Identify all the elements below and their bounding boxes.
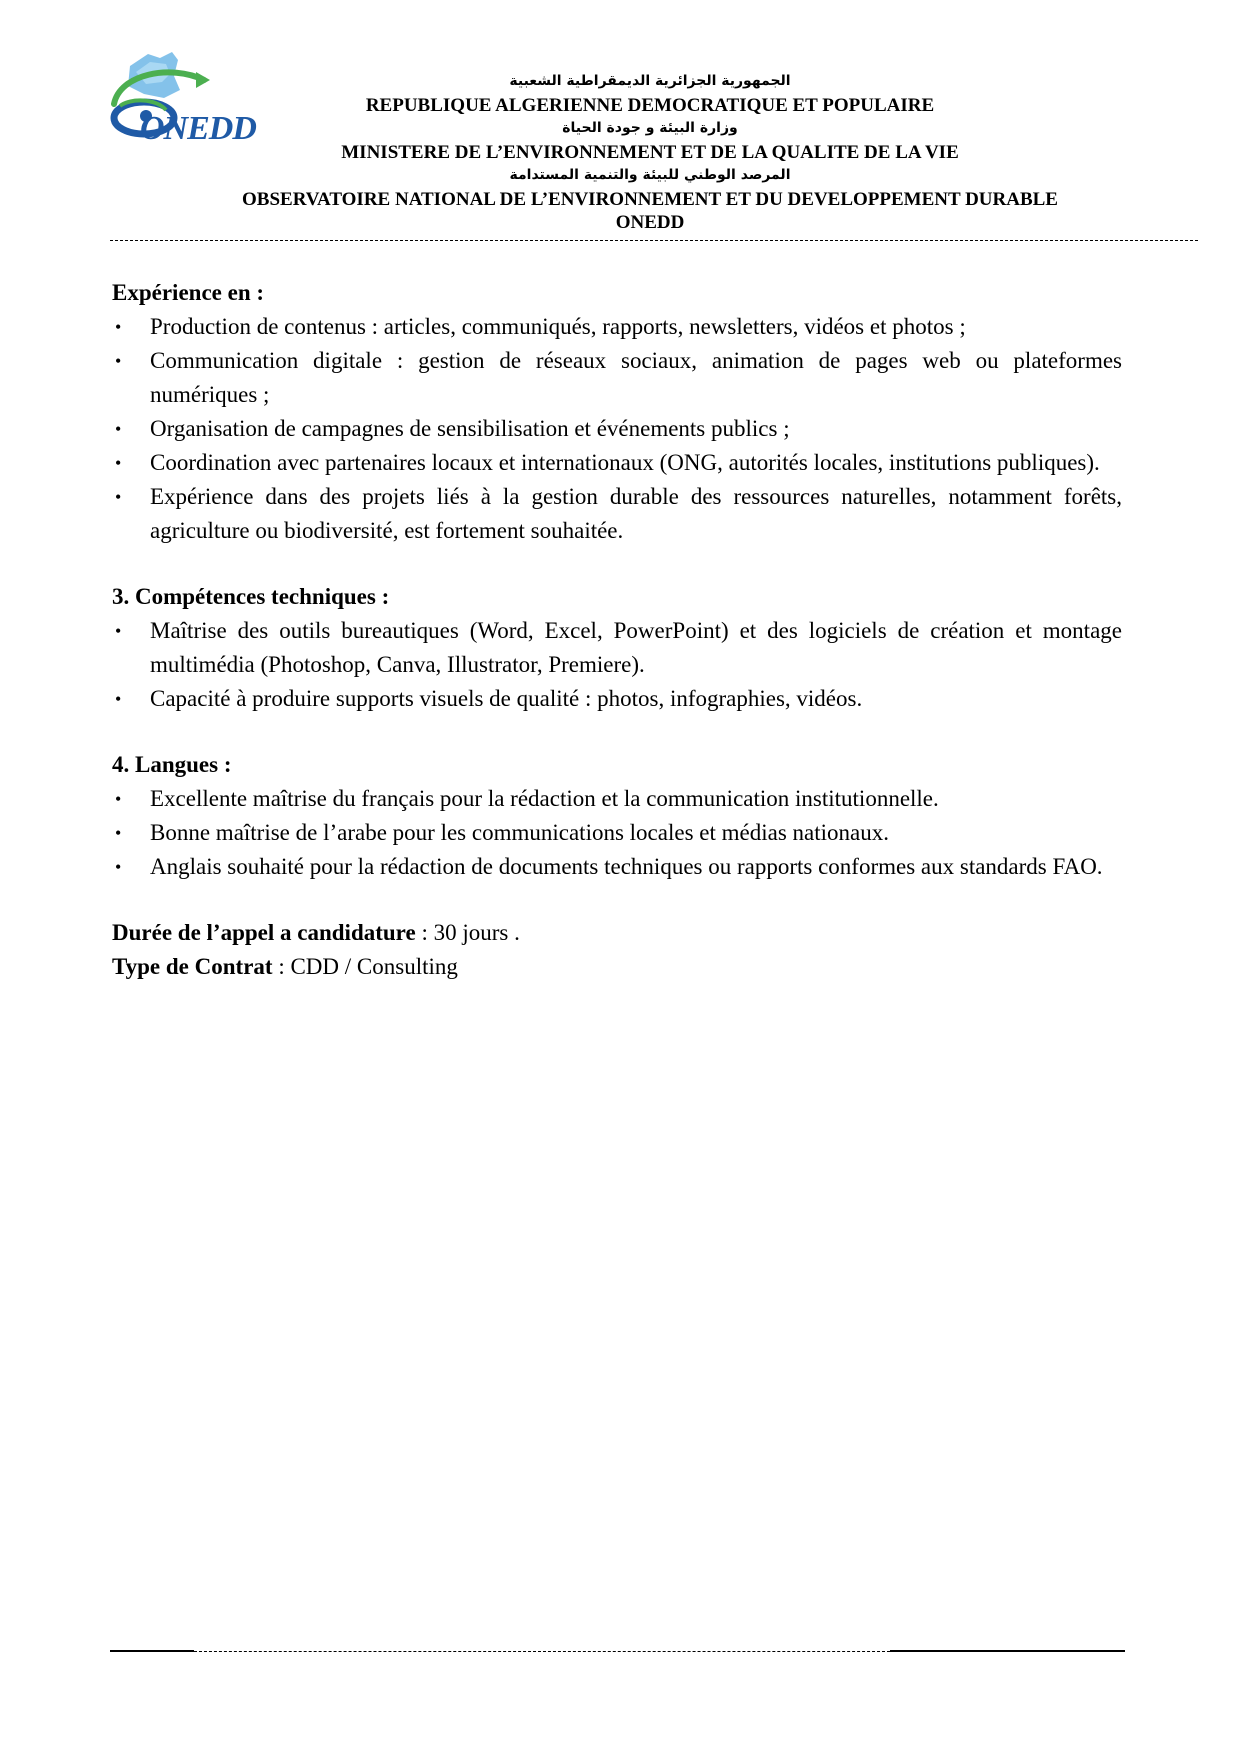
list-item: • Communication digitale : gestion de réseaux sociaux, animation de pages web ou plateformes numériques ; (112, 344, 1122, 412)
list-item: • Capacité à produire supports visuels de qualité : photos, infographies, vidéos. (112, 682, 1122, 716)
bullet-icon: • (115, 823, 122, 843)
competences-list (112, 614, 1122, 716)
bullet-icon: • (115, 487, 122, 507)
bullet-icon: • (115, 857, 122, 877)
list-item: • Expérience dans des projets liés à la gestion durable des ressources naturelles, notamment forêts, agriculture ou biodiversité, est fortement souhaitée. (112, 480, 1122, 548)
experience-heading: Expérience en : (112, 280, 265, 305)
duree-line (112, 916, 1122, 950)
footer-rule-dashed (194, 1651, 890, 1652)
document-body (112, 276, 1122, 984)
header-line-ar-republic: الجمهورية الجزائرية الديمقراطية الشعبية (509, 73, 791, 89)
letterhead (240, 70, 1060, 235)
list-item: • Production de contenus : articles, communiqués, rapports, newsletters, vidéos et photos ; (112, 310, 1122, 344)
spacer (112, 716, 1122, 748)
header-line-acronym: ONEDD (615, 212, 685, 233)
bullet-icon: • (115, 621, 122, 641)
header-line-observatory: OBSERVATOIRE NATIONAL DE L’ENVIRONNEMENT ET DU DEVELOPPEMENT DURABLE (242, 188, 1058, 210)
experience-list (112, 310, 1122, 548)
langues-heading: 4. Langues : (112, 752, 232, 777)
spacer (112, 548, 1122, 580)
list-item: • Maîtrise des outils bureautiques (Word, Excel, PowerPoint) et des logiciels de création et montage multimédia (Photoshop, Canva, Illustrator, Premiere). (112, 614, 1122, 682)
bullet-icon: • (115, 351, 122, 371)
onedd-logo (100, 46, 256, 147)
bullet-icon: • (115, 419, 122, 439)
list-item: • Excellente maîtrise du français pour la rédaction et la communication institutionnelle. (112, 782, 1122, 816)
duree-label: Durée de l’appel a candidature (112, 920, 416, 945)
duree-value: : 30 jours . (415, 920, 520, 945)
footer-rule-left (110, 1650, 194, 1652)
header-separator (110, 240, 1198, 241)
contrat-value: : CDD / Consulting (272, 954, 458, 979)
bullet-icon: • (115, 689, 122, 709)
list-item: • Bonne maîtrise de l’arabe pour les communications locales et médias nationaux. (112, 816, 1122, 850)
footer-rule-right (890, 1650, 1125, 1652)
langues-list (112, 782, 1122, 884)
logo-text: ONEDD (140, 110, 256, 147)
contrat-line (112, 950, 1122, 984)
header-line-ar-observatory: المرصد الوطني للبيئة والتنمية المستدامة (509, 167, 791, 183)
bullet-icon: • (115, 789, 122, 809)
list-item: • Organisation de campagnes de sensibilisation et événements publics ; (112, 412, 1122, 446)
spacer (112, 884, 1122, 916)
header-line-ministry: MINISTERE DE L’ENVIRONNEMENT ET DE LA QUALITE DE LA VIE (341, 141, 959, 163)
bullet-icon: • (115, 453, 122, 473)
bullet-icon: • (115, 317, 122, 337)
header-line-republic: REPUBLIQUE ALGERIENNE DEMOCRATIQUE ET POPULAIRE (365, 94, 935, 116)
header-line-ar-ministry: وزارة البيئة و جودة الحياة (562, 120, 738, 136)
list-item: • Anglais souhaité pour la rédaction de documents techniques ou rapports conformes aux standards FAO. (112, 850, 1122, 884)
list-item: • Coordination avec partenaires locaux et internationaux (ONG, autorités locales, institutions publiques). (112, 446, 1122, 480)
competences-heading: 3. Compétences techniques : (112, 584, 390, 609)
contrat-label: Type de Contrat (112, 954, 273, 979)
